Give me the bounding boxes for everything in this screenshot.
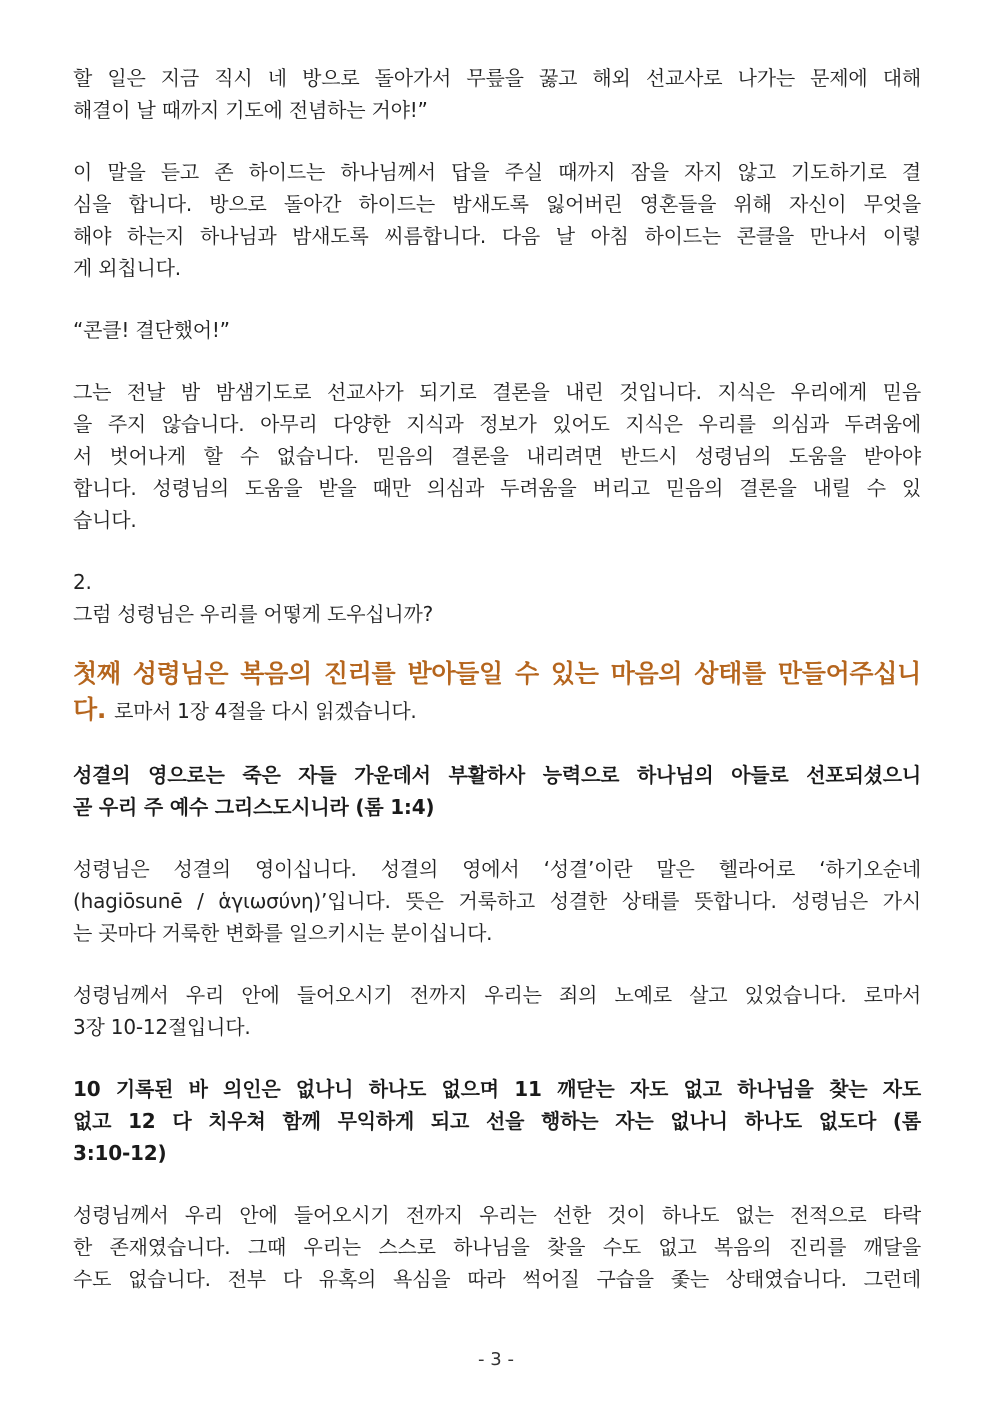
paragraph-7 xyxy=(73,979,921,1043)
paragraph-line: 합니다. 성령님의 도움을 받을 때만 의심과 두려움을 버리고 믿음의 결론을 내릴 수 있 xyxy=(73,476,921,500)
paragraph-6 xyxy=(73,853,921,949)
paragraph-line: 그는 전날 밤 밤샘기도로 선교사가 되기로 결론을 내린 것입니다. 지식은 우리에게 믿음 xyxy=(73,380,921,404)
section-heading-block xyxy=(73,656,921,729)
paragraph-line: (hagiōsunē / ἁγιωσύνη)’입니다. 뜻은 거룩하고 성결한 상태를 뜻합니다. 성령님은 가시 xyxy=(73,889,921,913)
page-number: - 3 - xyxy=(478,1349,514,1370)
heading-line: 첫째 성령님은 복음의 진리를 받아들일 수 있는 마음의 상태를 만들어주십니 xyxy=(73,659,921,688)
verse-line: 3:10-12) xyxy=(73,1141,167,1165)
document-page xyxy=(73,62,921,1295)
paragraph-line: 는 곳마다 거룩한 변화를 일으키시는 분이십니다. xyxy=(73,921,493,945)
paragraph-line: 성령님께서 우리 안에 들어오시기 전까지 우리는 선한 것이 하나도 없는 전적으로 타락 xyxy=(73,1203,921,1227)
paragraph-line: 이 말을 듣고 존 하이드는 하나님께서 답을 주실 때까지 잠을 자지 않고 기도하기로 결 xyxy=(73,160,921,184)
paragraph-line: 수도 없습니다. 전부 다 유혹의 욕심을 따라 썩어질 구습을 좇는 상태였습니다. 그런데 xyxy=(73,1267,921,1291)
paragraph-line: 한 존재였습니다. 그때 우리는 스스로 하나님을 찾을 수도 없고 복음의 진리를 깨달을 xyxy=(73,1235,921,1259)
paragraph-1 xyxy=(73,62,921,126)
paragraph-line: 습니다. xyxy=(73,508,137,532)
heading-line: 다. xyxy=(73,695,107,724)
verse-line: 없고 12 다 치우쳐 함께 무익하게 되고 선을 행하는 자는 없나니 하나도 없도다 (롬 xyxy=(73,1109,921,1133)
paragraph-8 xyxy=(73,1199,921,1295)
paragraph-line: 성령님은 성결의 영이십니다. 성결의 영에서 ‘성결’이란 말은 헬라어로 ‘하기오순네 xyxy=(73,857,921,881)
paragraph-line: 게 외칩니다. xyxy=(73,256,181,280)
scripture-verse-romans-1-4 xyxy=(73,759,921,823)
paragraph-line: “콘클! 결단했어!” xyxy=(73,318,230,342)
scripture-verse-romans-3-10-12 xyxy=(73,1073,921,1169)
paragraph-line: 해야 하는지 하나님과 밤새도록 씨름합니다. 다음 날 아침 하이드는 콘클을 만나서 이렇 xyxy=(73,224,921,248)
section-heading xyxy=(73,656,921,729)
section-number: 2. xyxy=(73,570,92,594)
verse-line: 곧 우리 주 예수 그리스도시니라 (롬 1:4) xyxy=(73,795,435,819)
verse-line: 10 기록된 바 의인은 없나니 하나도 없으며 11 깨닫는 자도 없고 하나님을 찾는 자도 xyxy=(73,1077,921,1101)
heading-tail-text: 로마서 1장 4절을 다시 읽겠습니다. xyxy=(114,699,417,723)
quote-paragraph xyxy=(73,314,921,346)
paragraph-line: 할 일은 지금 직시 네 방으로 돌아가서 무릎을 꿇고 해외 선교사로 나가는 문제에 대해 xyxy=(73,66,921,90)
verse-line: 성결의 영으로는 죽은 자들 가운데서 부활하사 능력으로 하나님의 아들로 선포되셨으니 xyxy=(73,763,921,787)
section-number-and-question xyxy=(73,566,921,630)
paragraph-line: 해결이 날 때까지 기도에 전념하는 거야!” xyxy=(73,98,428,122)
paragraph-2 xyxy=(73,156,921,284)
paragraph-line: 3장 10-12절입니다. xyxy=(73,1015,251,1039)
paragraph-line: 성령님께서 우리 안에 들어오시기 전까지 우리는 죄의 노예로 살고 있었습니다. 로마서 xyxy=(73,983,921,1007)
paragraph-4 xyxy=(73,376,921,536)
section-question: 그럼 성령님은 우리를 어떻게 도우십니까? xyxy=(73,602,434,626)
paragraph-line: 서 벗어나게 할 수 없습니다. 믿음의 결론을 내리려면 반드시 성령님의 도움을 받아야 xyxy=(73,444,921,468)
paragraph-line: 을 주지 않습니다. 아무리 다양한 지식과 정보가 있어도 지식은 우리를 의심과 두려움에 xyxy=(73,412,921,436)
paragraph-line: 심을 합니다. 방으로 돌아간 하이드는 밤새도록 잃어버린 영혼들을 위해 자신이 무엇을 xyxy=(73,192,921,216)
